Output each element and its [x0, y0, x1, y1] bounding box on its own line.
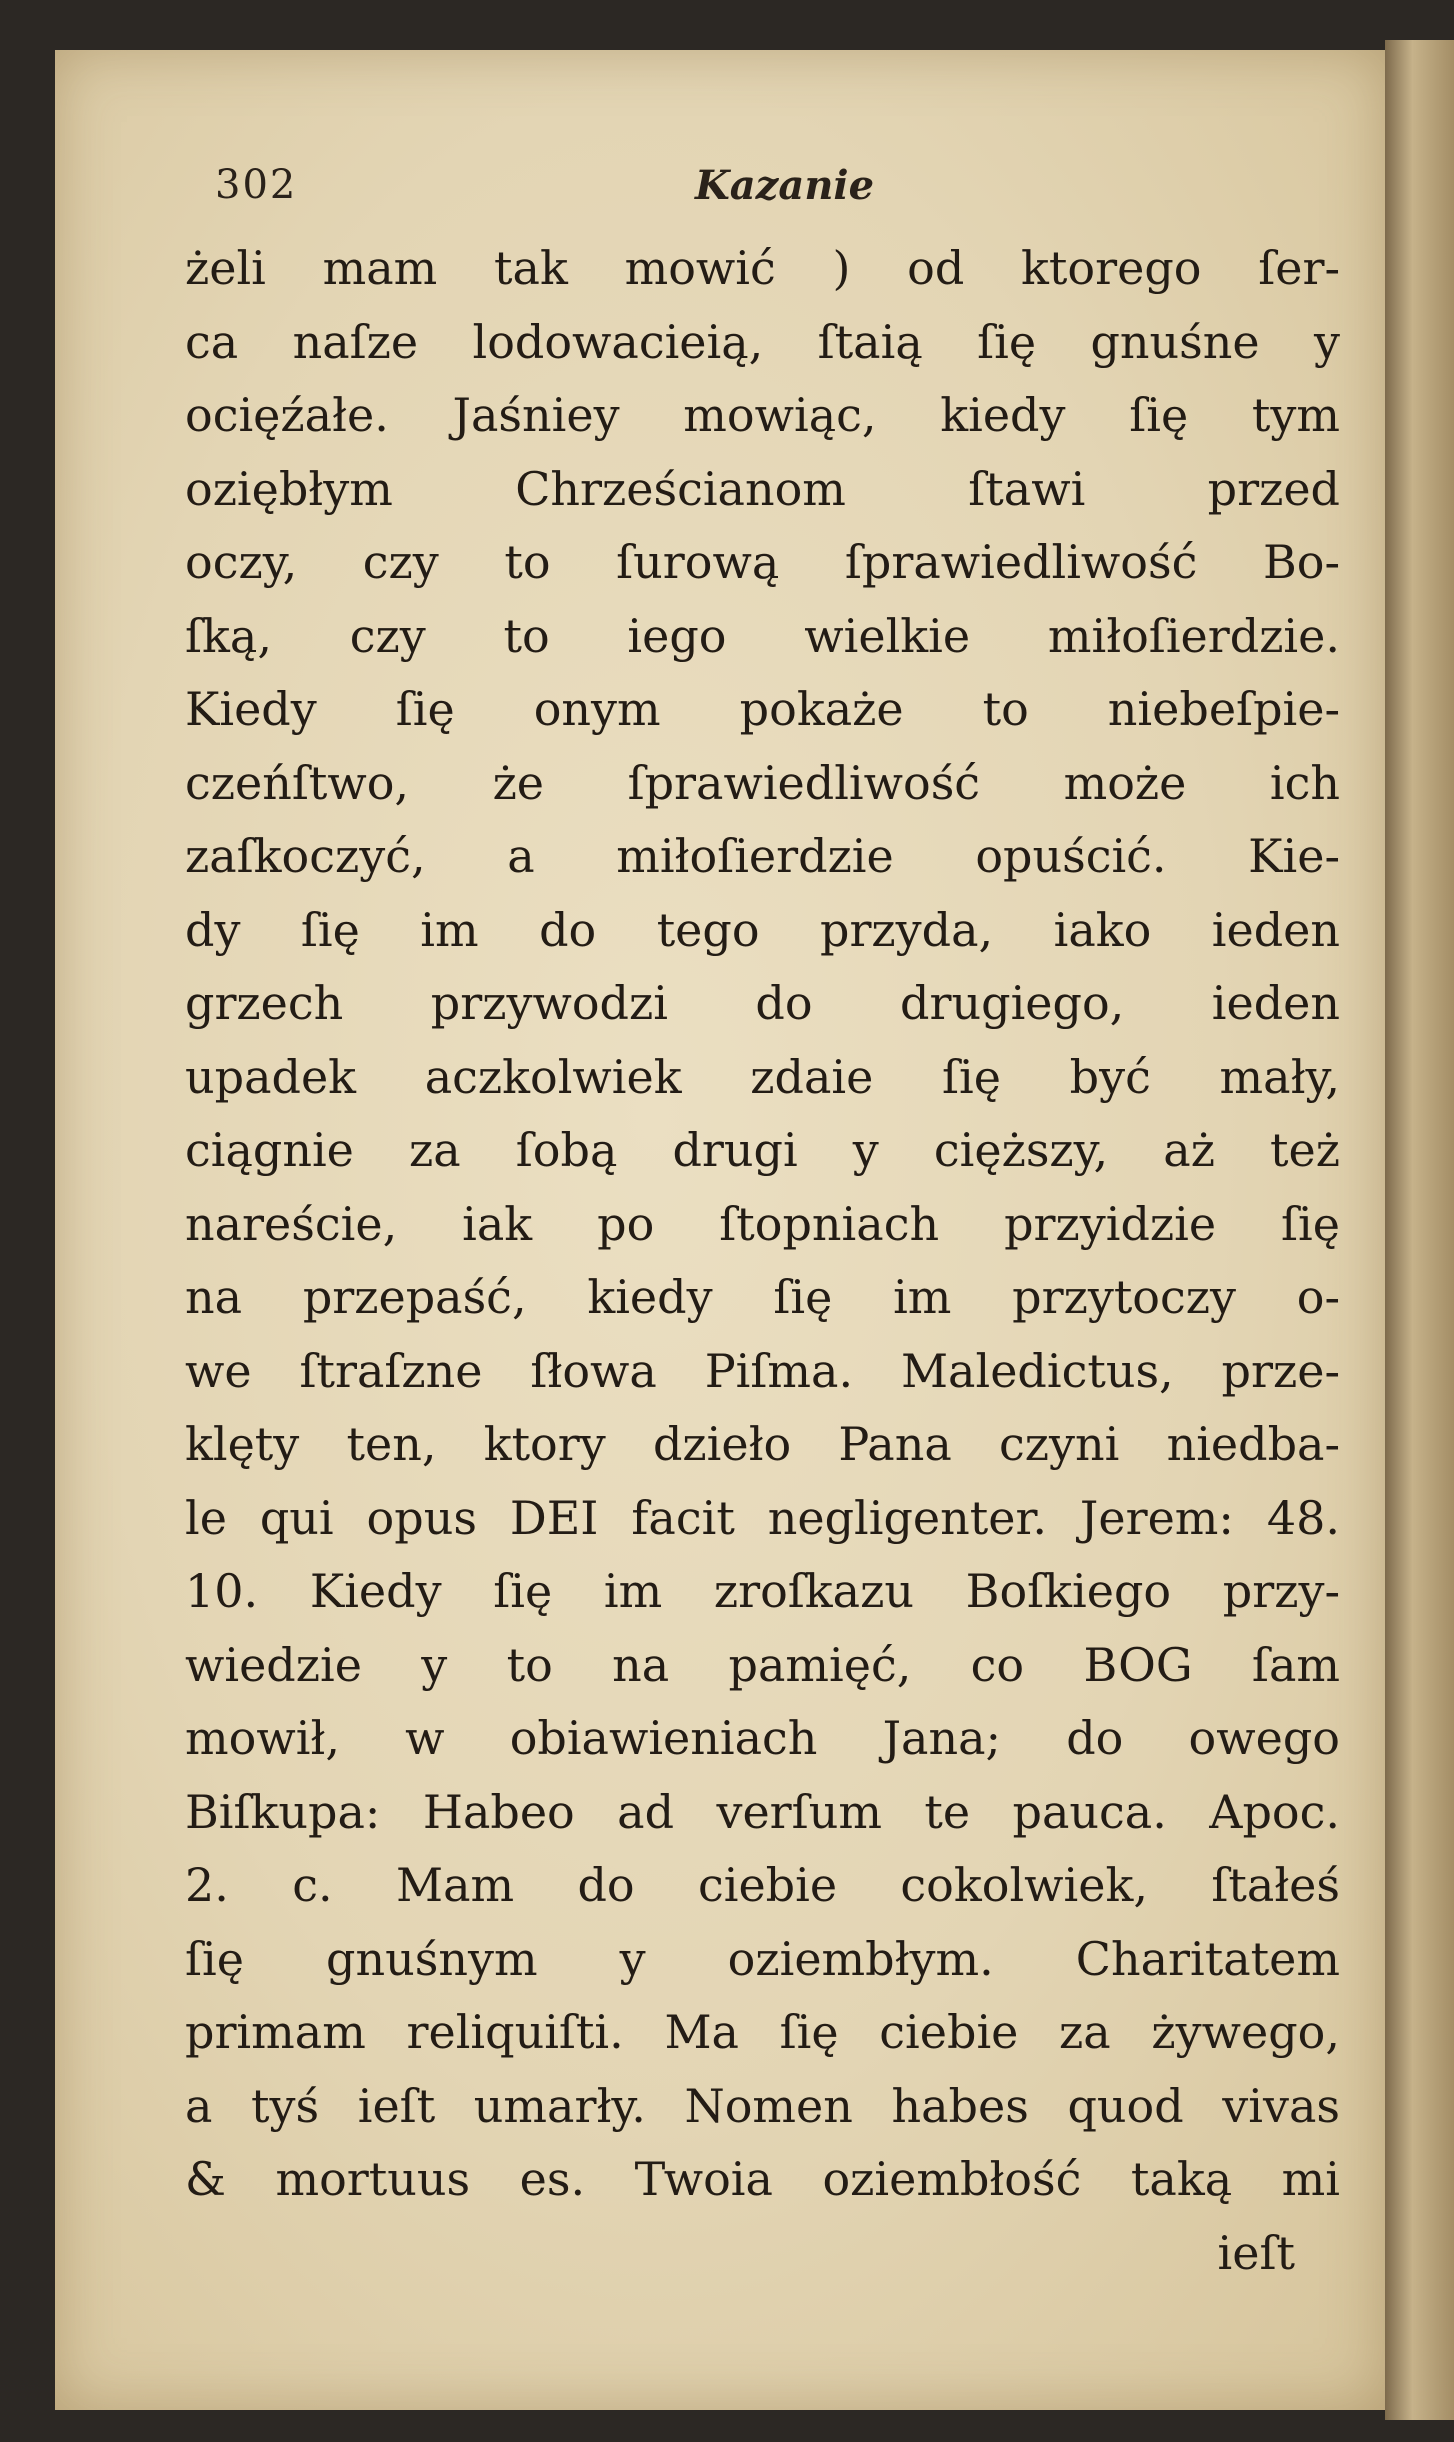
book-gutter-edge [1385, 40, 1454, 2420]
text-line: wiedzie y to na pamięć, co BOG ſam [185, 1637, 1340, 1692]
text-line: oczy, czy to ſurową ſprawiedliwość Bo- [185, 535, 1340, 589]
text-line: ſię gnuśnym y oziembłym. Charitatem [185, 1931, 1340, 1986]
text-line: żeli mam tak mowić ) od ktorego ſer- [185, 241, 1340, 295]
text-line: & mortuus es. Twoia oziembłość taką mi [185, 2152, 1340, 2206]
text-line: le qui opus DEI facit negligenter. Jerem: 48. [185, 1490, 1340, 1545]
text-line: zaſkoczyć, a miłoſierdzie opuścić. Kie- [185, 829, 1340, 883]
text-line: ca naſze lodowacieią, ſtaią ſię gnuśne y [185, 314, 1340, 369]
text-line: dy ſię im do tego przyda, iako ieden [185, 902, 1340, 957]
text-line: 10. Kiedy ſię im zroſkazu Boſkiego przy- [185, 1564, 1340, 1618]
text-line: 2. c. Mam do ciebie cokolwiek, ſtałeś [185, 1858, 1340, 1912]
text-line: klęty ten, ktory dzieło Pana czyni niedba- [185, 1417, 1340, 1471]
text-line: ſką, czy to iego wielkie miłoſierdzie. [185, 608, 1340, 663]
text-line: Kiedy ſię onym pokaże to niebeſpie- [185, 682, 1340, 736]
text-line: primam reliquiſti. Ma ſię ciebie za żywego, [185, 2005, 1340, 2059]
text-line: ciągnie za ſobą drugi y cięższy, aż też [185, 1123, 1340, 1177]
text-line: ocięźałe. Jaśniey mowiąc, kiedy ſię tym [185, 388, 1340, 442]
text-line: czeńſtwo, że ſprawiedliwość może ich [185, 755, 1340, 810]
text-line: a tyś ieſt umarły. Nomen habes quod vivas [185, 2078, 1340, 2133]
text-line: upadek aczkolwiek zdaie ſię być mały, [185, 1049, 1340, 1104]
text-line: mowił, w obiawieniach Jana; do owego [185, 1711, 1340, 1765]
page-number: 302 [215, 162, 298, 208]
text-line: we ſtraſzne ſłowa Piſma. Maledictus, prze- [185, 1343, 1340, 1398]
text-line: nareście, iak po ſtopniach przyidzie ſię [185, 1196, 1340, 1251]
body-text [185, 232, 1340, 2290]
text-line: grzech przywodzi do drugiego, ieden [185, 976, 1340, 1030]
page-header [215, 162, 1295, 232]
running-title: Kazanie [695, 162, 875, 209]
catchword: ieſt [1217, 2225, 1295, 2280]
text-line: oziębłym Chrześcianom ſtawi przed [185, 461, 1340, 516]
text-line: na przepaść, kiedy ſię im przytoczy o- [185, 1270, 1340, 1324]
text-line: Biſkupa: Habeo ad verſum te pauca. Apoc. [185, 1784, 1340, 1839]
